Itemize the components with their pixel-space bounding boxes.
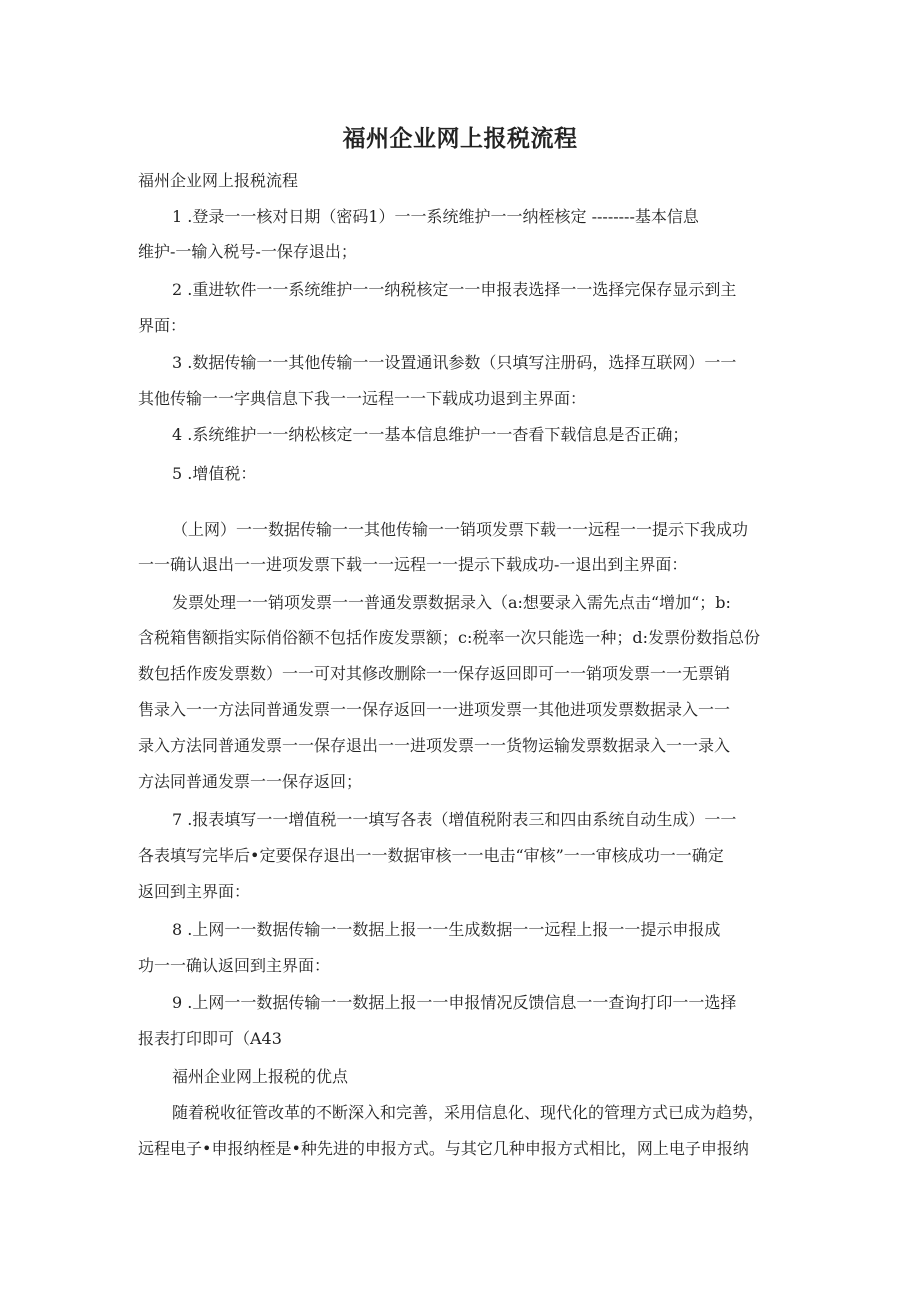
advantages-line-1: 随着税收征管改革的不断深入和完善，采用信息化、现代化的管理方式已成为趋势，: [172, 1103, 765, 1122]
advantages-heading: 福州企业网上报税的优点: [172, 1067, 349, 1086]
invoice-line-2: 含税箱售额指实际俏俗额不包括作废发票额；c:税率一次只能选一种；d:发票份数指总份: [138, 628, 760, 647]
invoice-line-1: 发票处理一一销项发票一一普通发票数据录入（a:想要录入需先点击“增加“；b:: [172, 593, 731, 612]
step-8-line-2: 功一一确认返回到主界面：: [138, 956, 331, 975]
step-7-line-1: 7 .报表填写一一增值税一一填写各表（增值税附表三和四由系统自动生成）一一: [172, 810, 737, 829]
step-7-line-2: 各表填写完毕后•定要保存退出一一数据审核一一电击“审核”一一审核成功一一确定: [138, 846, 724, 865]
step-2-line-1: 2 .重进软件一一系统维护一一纳税核定一一申报表选择一一选择完保存显示到主: [172, 280, 737, 299]
invoice-line-3: 数包括作废发票数）一一可对其修改删除一一保存返回即可一一销项发票一一无票销: [138, 664, 731, 683]
step-3-line-2: 其他传输一一字典信息下我一一远程一一下载成功退到主界面：: [138, 389, 587, 408]
step-9-line-2: 报表打印即可（A43: [138, 1029, 282, 1048]
subtitle: 福州企业网上报税流程: [138, 171, 299, 190]
step-5-line-1: 5 .增值税：: [172, 464, 257, 483]
step-2-line-2: 界面：: [138, 316, 187, 335]
vat-line-1: （上网）一一数据传输一一其他传输一一销项发票下载一一远程一一提示下我成功: [172, 520, 749, 539]
step-1-line-1: 1 .登录一一核对日期（密码1）一一系统维护一一纳桎核定 --------基本信息: [172, 207, 699, 226]
step-1-line-2: 维护-一输入税号-一保存退出；: [138, 242, 357, 261]
step-3-line-1: 3 .数据传输一一其他传输一一设置通讯参数（只填写注册码，选择互联网）一一: [172, 353, 737, 372]
invoice-line-6: 方法同普通发票一一保存返回；: [138, 772, 363, 791]
vat-line-2: 一一确认退出一一进项发票下载一一远程一一提示下载成功-一退出到主界面：: [138, 555, 688, 574]
step-7-line-3: 返回到主界面：: [138, 882, 251, 901]
step-9-line-1: 9 .上网一一数据传输一一数据上报一一申报情况反馈信息一一查询打印一一选择: [172, 993, 737, 1012]
advantages-line-2: 远程电子•申报纳桎是•种先进的申报方式。与其它几种申报方式相比，网上电子申报纳: [138, 1139, 749, 1158]
step-8-line-1: 8 .上网一一数据传输一一数据上报一一生成数据一一远程上报一一提示申报成: [172, 920, 721, 939]
invoice-line-4: 售录入一一方法同普通发票一一保存返回一一进项发票一其他进项发票数据录入一一: [138, 700, 731, 719]
document-title: 福州企业网上报税流程: [342, 126, 578, 152]
invoice-line-5: 录入方法同普通发票一一保存退出一一进项发票一一货物运输发票数据录入一一录入: [138, 736, 731, 755]
step-4-line-1: 4 .系统维护一一纳松核定一一基本信息维护一一杳看下载信息是否正确；: [172, 425, 689, 444]
